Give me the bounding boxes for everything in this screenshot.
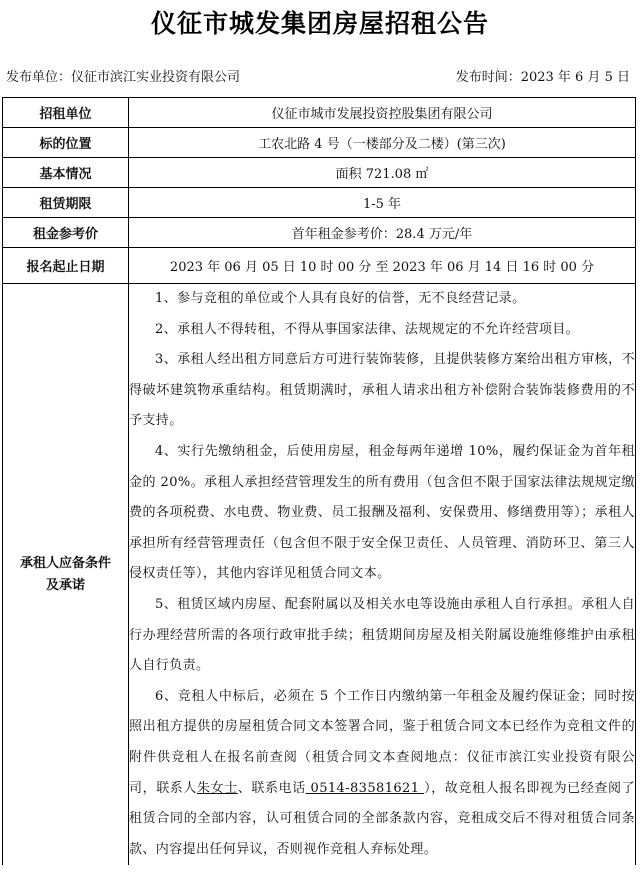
conditions-label-line: 及承诺 (45, 577, 85, 593)
conditions-label-line: 承租人应备条件 (19, 555, 111, 571)
publish-time: 发布时间：2023 年 6 月 5 日 (455, 70, 630, 85)
condition-paragraph: 4、实行先缴纳租金，后使用房屋，租金每两年递增 10%，履约保证金为首年租金的 20%。承租人承担经营管理发生的所有费用（包含但不限于国家法律法规规定缴费的各项税费、水电费、物业费、员工报酬及福利、安保费用、修缮费用等）；承租人承担所有经营管理责任（包含但不限于安全保卫责任、人员管理、消防环卫、第三人侵权责任等），其他内容详见租赁合同文本。 (129, 443, 635, 582)
row-value: 1-5 年 (129, 188, 636, 218)
condition-text: 6、竞租人中标后，必须在 5 个工作日内缴纳第一年租金及履约保证金；同时按照出租方提供的房屋租赁合同文本签署合同，鉴于租赁合同文本已经作为竞租文件的附件供竞租人在报名前查阅（租赁合同文本查阅地点：仪征市滨江实业投资有限公司，联系人 (129, 688, 635, 796)
contact-person: 朱女士 (197, 780, 238, 796)
condition-paragraph: 5、租赁区域内房屋、配套附属以及相关水电等设施由承租人自行承担。承租人自行办理经营所需的各项行政审批手续；租赁期间房屋及相关附属设施维修维护由承租人自行负责。 (129, 596, 635, 674)
conditions-row (3, 284, 636, 866)
table-row (3, 158, 636, 188)
row-label: 租金参考价 (3, 218, 129, 248)
conditions-content (129, 284, 636, 866)
table-row (3, 188, 636, 218)
condition-paragraph: 2、承租人不得转租，不得从事国家法律、法规规定的不允许经营项目。 (155, 321, 580, 337)
row-value: 仪征市城市发展投资控股集团有限公司 (129, 98, 636, 128)
row-label: 租赁期限 (3, 188, 129, 218)
row-value: 工农北路 4 号（一楼部分及二楼）(第三次) (129, 128, 636, 158)
condition-text: 、联系电话 (237, 780, 306, 796)
condition-paragraph: 3、承租人经出租方同意后方可进行装饰装修，且提供装修方案给出租方审核，不得破坏建筑物承重结构。租赁期满时，承租人请求出租方补偿附合装饰装修费用的不予支持。 (129, 352, 635, 429)
row-label: 招租单位 (3, 98, 129, 128)
condition-paragraph (129, 682, 635, 866)
conditions-label (3, 284, 129, 866)
rental-info-table (2, 97, 636, 865)
table-row (3, 98, 636, 128)
publisher: 发布单位：仪征市滨江实业投资有限公司 (6, 70, 241, 85)
condition-paragraph: 1、参与竞租的单位或个人具有良好的信誉，无不良经营记录。 (155, 291, 526, 306)
row-label: 报名起止日期 (3, 248, 129, 284)
page-title: 仪征市城发集团房屋招租公告 (150, 9, 489, 38)
contact-phone: 0514-83581621 (305, 780, 425, 796)
table-row (3, 248, 636, 284)
condition-text: ），故竞租人报名即视为已经查阅了租赁合同的全部内容，认可租赁合同的全部条款内容，竞租成交后不得对租赁合同条款、内容提出任何异议，否则视作竞租人弃标处理。 (129, 780, 635, 857)
row-value: 首年租金参考价：28.4 万元/年 (129, 218, 636, 248)
row-label: 标的位置 (3, 128, 129, 158)
row-value: 面积 721.08 ㎡ (129, 158, 636, 188)
table-row (3, 218, 636, 248)
row-label: 基本情况 (3, 158, 129, 188)
table-row (3, 128, 636, 158)
row-value: 2023 年 06 月 05 日 10 时 00 分 至 2023 年 06 月 14 日 16 时 00 分 (129, 248, 636, 284)
